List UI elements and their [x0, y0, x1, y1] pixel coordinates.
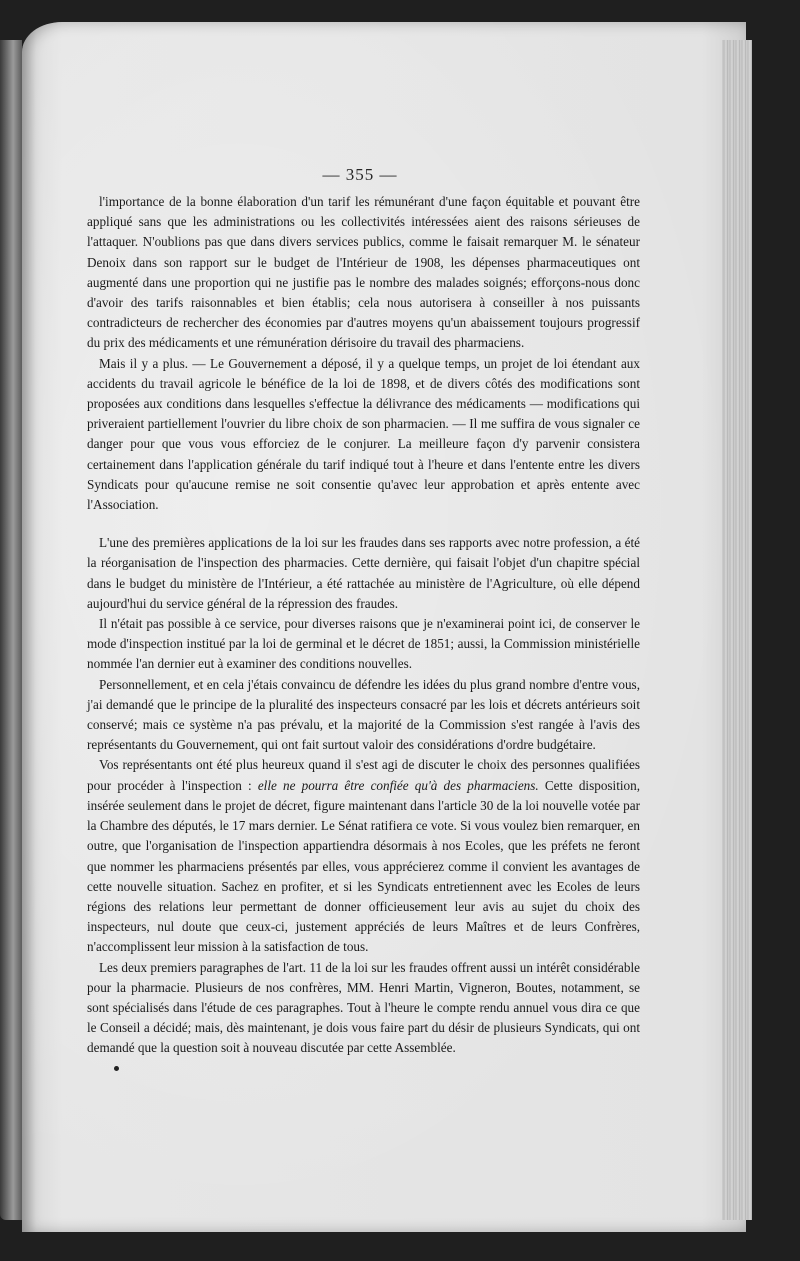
left-page-edge [0, 40, 22, 1220]
ink-spot [114, 1066, 119, 1071]
paragraph: L'une des premières applications de la loi sur les fraudes dans ses rapports avec notre profession, a été la réorganisation de l'inspection des pharmacies. Cette dernière, qui faisait l'objet d'un chapitre spécial dans le budget du ministère de l'Intérieur, a été rattachée au ministère de l'Agriculture, où elle dépend aujourd'hui du service général de la répression des fraudes. [87, 535, 640, 611]
book-page [22, 22, 746, 1232]
paragraph: l'importance de la bonne élaboration d'un tarif les rémunérant d'une façon équitable et pouvant être appliqué sans que les administrations ou les collectivités intéressées aient des raisons sérieuses de l'attaquer. N'oublions pas que dans divers services publics, comme le faisait remarquer M. le sénateur Denoix dans son rapport sur le budget de l'Intérieur de 1908, les dépenses pharmaceutiques ont augmenté dans une proportion qui ne justifie pas le nombre des malades soignés; efforçons-nous donc d'avoir des tarifs raisonnables et bien établis; cela nous autorisera à conseiller à nos puissants contradicteurs de rechercher des économies par d'autres moyens qu'un abaissement toujours progressif du prix des médicaments et une rémunération dérisoire du travail des pharmaciens. [87, 194, 640, 351]
paragraph-text: Cette disposition, insérée seulement dans le projet de décret, figure maintenant dans l'article 30 de la loi nouvelle votée par la Chambre des députés, le 17 mars dernier. Le Sénat ratifiera ce vote. Si vous voulez bien remarquer, en outre, que l'organisation de l'inspection appartiendra désormais à nos Ecoles, que les préfets ne feront que nommer les pharmaciens présentés par elles, vous apprécierez comme il convient les avantages de cette nouvelle situation. Sachez en profiter, et si les Syndicats entretiennent avec les Ecoles de leurs régions des relations leur permettant de donner officieusement leur avis au sujet du choix des inspecteurs, nul doute que ceux-ci, justement appréciés de leurs Maîtres et de leurs Confrères, n'accomplissent leur mission à la satisfaction de tous. [87, 777, 641, 955]
page-stack-edge [722, 40, 752, 1220]
paragraph: Il n'était pas possible à ce service, pour diverses raisons que je n'examinerai point ici, de conserver le mode d'inspection institué par la loi de germinal et le décret de 1851; aussi, la Commission ministérielle nommée l'an dernier eut à examiner des conditions nouvelles. [87, 616, 640, 672]
page-number: — 355 — [322, 165, 398, 184]
paragraph: Les deux premiers paragraphes de l'art. 11 de la loi sur les fraudes offrent aussi un intérêt considérable pour la pharmacie. Plusieurs de nos confrères, MM. Henri Martin, Vigneron, Boutes, notamment, se sont spécialisés dans l'étude de ces paragraphes. Tout à l'heure le compte rendu annuel vous dira ce que le Conseil a décidé; mais, dès maintenant, je dois vous faire part du désir de plusieurs Syndicats, qui ont demandé que la question soit à nouveau discutée par cette Assemblée. [87, 959, 640, 1056]
paragraph: Personnellement, et en cela j'étais convaincu de défendre les idées du plus grand nombre d'entre vous, j'ai demandé que le principe de la pluralité des inspecteurs consacré par les lois et décrets antérieurs soit conservé; mais ce système n'a pas prévalu, et la majorité de la Commission s'est rangée à l'avis des représentants du Gouvernement, qui ont fait surtout valoir des considérations d'ordre budgétaire. [87, 676, 640, 753]
italic-quote: elle ne pourra être confiée qu'à des pharmaciens. [257, 777, 539, 793]
paragraph: Mais il y a plus. — Le Gouvernement a déposé, il y a quelque temps, un projet de loi étendant aux accidents du travail agricole le bénéfice de la loi de 1898, et de divers côtés des modifications sont proposées aux conditions dans lesquelles s'effectue la délivrance des médicaments — modifications qui priveraient partiellement l'ouvrier du libre choix de son pharmacien. — Il me suffira de vous signaler ce danger pour que vous vous efforciez de le conjurer. La meilleure façon d'y parvenir consistera certainement dans l'application générale du tarif indiqué tout à l'heure et dans l'entente entre les divers Syndicats pour qu'aucune remise ne soit consentie qu'avec leur approbation et après entente avec l'Association. [87, 355, 640, 513]
paragraph-text: Vos représentants ont été plus heureux quand il s'est agi de discuter le choix des personnes qualifiées pour procéder à l'inspection : [87, 757, 640, 793]
body-text [87, 192, 640, 1059]
paragraph [87, 755, 640, 957]
